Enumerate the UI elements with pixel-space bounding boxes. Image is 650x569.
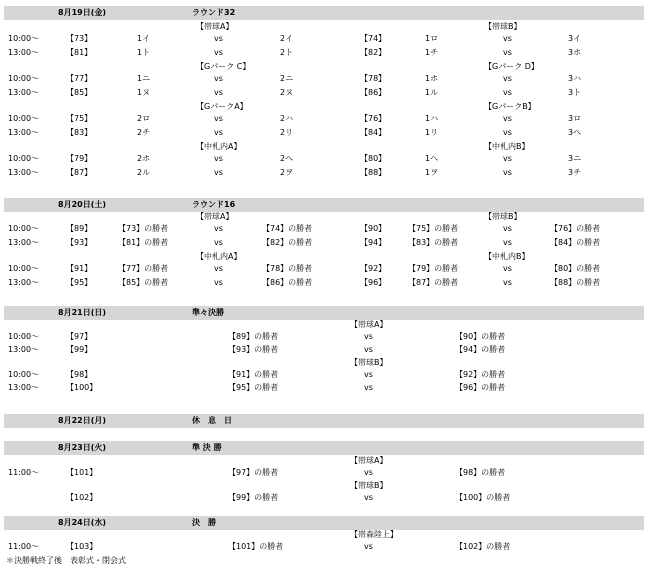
match-number: 【76】 — [360, 114, 387, 123]
match-time: 10:00～ — [8, 74, 40, 83]
match-number: 【79】 — [66, 154, 93, 163]
team-slot: 2ヲ — [280, 168, 294, 177]
team-slot: 1ヲ — [425, 168, 439, 177]
vs-text: vs — [214, 34, 223, 43]
venue-label: 【帯球A】 — [196, 22, 234, 31]
venue-label: 【Gパーク C】 — [196, 62, 251, 71]
team-slot: 【87】の勝者 — [408, 278, 459, 287]
section-date: 8月24日(水) — [58, 518, 107, 527]
match-time: 10:00～ — [8, 154, 40, 163]
vs-text: vs — [503, 224, 512, 233]
match-number: 【74】 — [360, 34, 387, 43]
vs-text: vs — [364, 493, 373, 502]
match-time: 13:00～ — [8, 278, 40, 287]
team-slot: 【102】の勝者 — [455, 542, 511, 551]
match-number: 【92】 — [360, 264, 387, 273]
vs-text: vs — [503, 114, 512, 123]
match-number: 【90】 — [360, 224, 387, 233]
vs-text: vs — [214, 168, 223, 177]
match-number: 【98】 — [66, 370, 93, 379]
match-time: 13:00～ — [8, 168, 40, 177]
team-slot: 1ホ — [425, 74, 439, 83]
vs-text: vs — [503, 74, 512, 83]
match-number: 【83】 — [66, 128, 93, 137]
vs-text: vs — [214, 88, 223, 97]
venue-label: 【帯球A】 — [350, 320, 388, 329]
match-time: 11:00～ — [8, 542, 40, 551]
match-time: 13:00～ — [8, 345, 40, 354]
section-date: 8月21日(日) — [58, 308, 107, 317]
match-time: 13:00～ — [8, 88, 40, 97]
team-slot: 【84】の勝者 — [550, 238, 601, 247]
venue-label: 【中札内B】 — [484, 252, 530, 261]
team-slot: 【97】の勝者 — [228, 468, 279, 477]
team-slot: 【74】の勝者 — [262, 224, 313, 233]
team-slot: 【93】の勝者 — [228, 345, 279, 354]
venue-label: 【帯球A】 — [350, 456, 388, 465]
match-number: 【95】 — [66, 278, 93, 287]
match-number: 【77】 — [66, 74, 93, 83]
team-slot: 2ル — [137, 168, 151, 177]
match-number: 【102】 — [66, 493, 98, 502]
match-time: 10:00～ — [8, 34, 40, 43]
team-slot: 【88】の勝者 — [550, 278, 601, 287]
team-slot: 3イ — [568, 34, 582, 43]
section-date: 8月22日(月) — [58, 416, 107, 425]
team-slot: 3ハ — [568, 74, 582, 83]
match-time: 10:00～ — [8, 114, 40, 123]
match-time: 10:00～ — [8, 264, 40, 273]
match-number: 【94】 — [360, 238, 387, 247]
vs-text: vs — [503, 264, 512, 273]
team-slot: 3ニ — [568, 154, 582, 163]
team-slot: 【95】の勝者 — [228, 383, 279, 392]
venue-label: 【中札内A】 — [196, 142, 242, 151]
team-slot: 【94】の勝者 — [455, 345, 506, 354]
team-slot: 2ハ — [280, 114, 294, 123]
match-time: 13:00～ — [8, 383, 40, 392]
vs-text: vs — [503, 168, 512, 177]
match-number: 【97】 — [66, 332, 93, 341]
venue-label: 【帯球B】 — [484, 22, 522, 31]
vs-text: vs — [364, 383, 373, 392]
team-slot: 【92】の勝者 — [455, 370, 506, 379]
vs-text: vs — [364, 345, 373, 354]
venue-label: 【中札内A】 — [196, 252, 242, 261]
vs-text: vs — [364, 370, 373, 379]
venue-label: 【帯球A】 — [196, 212, 234, 221]
vs-text: vs — [503, 238, 512, 247]
match-time: 10:00～ — [8, 370, 40, 379]
match-number: 【78】 — [360, 74, 387, 83]
team-slot: 【80】の勝者 — [550, 264, 601, 273]
section-title: 準々決勝 — [192, 308, 224, 317]
match-time: 13:00～ — [8, 48, 40, 57]
team-slot: 【75】の勝者 — [408, 224, 459, 233]
venue-label: 【GパークA】 — [196, 102, 248, 111]
venue-label: 【帯球B】 — [350, 358, 388, 367]
match-number: 【100】 — [66, 383, 98, 392]
team-slot: 1ト — [137, 48, 151, 57]
match-number: 【75】 — [66, 114, 93, 123]
match-number: 【84】 — [360, 128, 387, 137]
vs-text: vs — [503, 48, 512, 57]
team-slot: 1ヌ — [137, 88, 151, 97]
vs-text: vs — [214, 264, 223, 273]
match-number: 【89】 — [66, 224, 93, 233]
vs-text: vs — [214, 128, 223, 137]
team-slot: 【98】の勝者 — [455, 468, 506, 477]
vs-text: vs — [503, 88, 512, 97]
footnote: ＊決勝戦終了後 表彰式・閉会式 — [6, 556, 126, 565]
vs-text: vs — [503, 128, 512, 137]
venue-label: 【帯森陸上】 — [350, 530, 398, 539]
venue-label: 【Gパーク D】 — [484, 62, 539, 71]
team-slot: 【78】の勝者 — [262, 264, 313, 273]
vs-text: vs — [214, 278, 223, 287]
venue-label: 【GパークB】 — [484, 102, 536, 111]
match-number: 【73】 — [66, 34, 93, 43]
team-slot: 1ル — [425, 88, 439, 97]
vs-text: vs — [364, 332, 373, 341]
team-slot: 1イ — [137, 34, 151, 43]
vs-text: vs — [503, 278, 512, 287]
team-slot: 【73】の勝者 — [118, 224, 169, 233]
team-slot: 【81】の勝者 — [118, 238, 169, 247]
match-number: 【87】 — [66, 168, 93, 177]
match-number: 【101】 — [66, 468, 98, 477]
section-title: 休 息 日 — [192, 416, 232, 425]
match-time: 11:00～ — [8, 468, 40, 477]
match-number: 【80】 — [360, 154, 387, 163]
match-time: 10:00～ — [8, 224, 40, 233]
vs-text: vs — [364, 542, 373, 551]
team-slot: 1リ — [425, 128, 439, 137]
team-slot: 【96】の勝者 — [455, 383, 506, 392]
section-title: 決 勝 — [192, 518, 216, 527]
team-slot: 【101】の勝者 — [228, 542, 284, 551]
team-slot: 【86】の勝者 — [262, 278, 313, 287]
team-slot: 3チ — [568, 168, 582, 177]
team-slot: 3ト — [568, 88, 582, 97]
team-slot: 2ヌ — [280, 88, 294, 97]
team-slot: 1ヘ — [425, 154, 439, 163]
team-slot: 1ニ — [137, 74, 151, 83]
vs-text: vs — [503, 34, 512, 43]
team-slot: 3ヘ — [568, 128, 582, 137]
team-slot: 2リ — [280, 128, 294, 137]
team-slot: 2ヘ — [280, 154, 294, 163]
team-slot: 1チ — [425, 48, 439, 57]
section-date: 8月23日(火) — [58, 443, 107, 452]
match-number: 【103】 — [66, 542, 98, 551]
match-number: 【82】 — [360, 48, 387, 57]
vs-text: vs — [214, 154, 223, 163]
team-slot: 2チ — [137, 128, 151, 137]
team-slot: 2ロ — [137, 114, 151, 123]
team-slot: 2ト — [280, 48, 294, 57]
venue-label: 【帯球B】 — [484, 212, 522, 221]
team-slot: 【100】の勝者 — [455, 493, 511, 502]
match-time: 13:00～ — [8, 238, 40, 247]
team-slot: 2ニ — [280, 74, 294, 83]
team-slot: 【91】の勝者 — [228, 370, 279, 379]
vs-text: vs — [214, 238, 223, 247]
section-title: ラウンド16 — [192, 200, 236, 209]
team-slot: 1ロ — [425, 34, 439, 43]
team-slot: 【83】の勝者 — [408, 238, 459, 247]
match-number: 【81】 — [66, 48, 93, 57]
match-number: 【91】 — [66, 264, 93, 273]
venue-label: 【帯球B】 — [350, 481, 388, 490]
match-number: 【93】 — [66, 238, 93, 247]
vs-text: vs — [364, 468, 373, 477]
team-slot: 【89】の勝者 — [228, 332, 279, 341]
team-slot: 3ロ — [568, 114, 582, 123]
team-slot: 【76】の勝者 — [550, 224, 601, 233]
match-number: 【85】 — [66, 88, 93, 97]
team-slot: 【82】の勝者 — [262, 238, 313, 247]
team-slot: 1ハ — [425, 114, 439, 123]
match-number: 【86】 — [360, 88, 387, 97]
match-number: 【96】 — [360, 278, 387, 287]
vs-text: vs — [214, 74, 223, 83]
vs-text: vs — [214, 48, 223, 57]
team-slot: 2イ — [280, 34, 294, 43]
team-slot: 【99】の勝者 — [228, 493, 279, 502]
team-slot: 【79】の勝者 — [408, 264, 459, 273]
match-time: 10:00～ — [8, 332, 40, 341]
section-date: 8月20日(土) — [58, 200, 107, 209]
team-slot: 【90】の勝者 — [455, 332, 506, 341]
team-slot: 【77】の勝者 — [118, 264, 169, 273]
section-date: 8月19日(金) — [58, 8, 107, 17]
team-slot: 3ホ — [568, 48, 582, 57]
section-title: ラウンド32 — [192, 8, 236, 17]
vs-text: vs — [214, 224, 223, 233]
match-number: 【88】 — [360, 168, 387, 177]
section-title: 準 決 勝 — [192, 443, 222, 452]
match-time: 13:00～ — [8, 128, 40, 137]
venue-label: 【中札内B】 — [484, 142, 530, 151]
team-slot: 2ホ — [137, 154, 151, 163]
vs-text: vs — [214, 114, 223, 123]
match-number: 【99】 — [66, 345, 93, 354]
vs-text: vs — [503, 154, 512, 163]
team-slot: 【85】の勝者 — [118, 278, 169, 287]
